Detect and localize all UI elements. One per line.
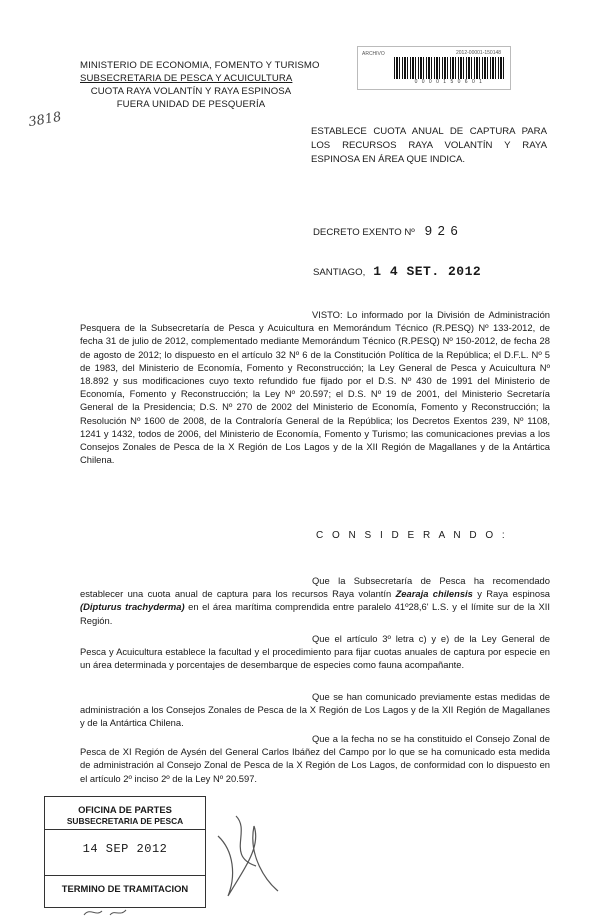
considerando-3-rest: medidas de administración a los Consejos Zonales de Pesca de la X Región de Los Lagos y de la XII Región de Magallanes y de la Antártica Chilena. [80, 691, 551, 729]
stamp-office-line: OFICINA DE PARTES [78, 804, 172, 815]
considerando-2-rest: de Pesca y Acuicultura establece la facultad y el procedimiento para fijar cuotas anuales de captura por especie en un área determinada y porcentajes de desembarque de especies como fauna acompañante. [80, 633, 550, 671]
considerando-4-lead: Que a la fecha no se ha constituido el Consejo [312, 733, 510, 744]
signature-icon [206, 796, 296, 908]
decree-number-line [313, 223, 459, 238]
barcode-top-label: 2012-00001-150148 [456, 50, 502, 56]
considerando-heading: C O N S I D E R A N D O : [316, 530, 508, 541]
species-zearaja: Zearaja chilensis [395, 588, 473, 600]
barcode-small-label: ARCHIVO [362, 51, 385, 57]
header-fuera-unidad: FUERA UNIDAD DE PESQUERÍA [116, 99, 266, 110]
barcode-number: 0 0 0 0 1 5 0 6 0 1 [414, 79, 484, 85]
visto-paragraph [80, 308, 550, 466]
considerando-3-lead: Que se han comunicado previamente estas [312, 691, 498, 702]
place-date-line [313, 264, 481, 279]
scribble-mark-icon [80, 905, 140, 919]
header-subsecretaria: SUBSECRETARIA DE PESCA Y ACUICULTURA [80, 73, 293, 84]
place-label: SANTIAGO, [313, 267, 366, 278]
considerando-1-mid: y Raya espinosa [472, 588, 550, 600]
header-cuota: CUOTA RAYA VOLANTÍN Y RAYA ESPINOSA [90, 86, 292, 97]
considerando-item-3 [80, 690, 550, 730]
considerando-2-lead: Que el artículo 3º letra c) y e) de la Ley General [312, 633, 535, 644]
stamp-date: 14 SEP 2012 [82, 842, 168, 856]
office-stamp [44, 796, 206, 908]
header-ministry: MINISTERIO DE ECONOMIA, FOMENTO Y TURISMO [80, 60, 320, 71]
decree-label: DECRETO EXENTO Nº [313, 227, 415, 238]
considerando-item-2 [80, 632, 550, 672]
visto-label: VISTO: [312, 309, 343, 320]
considerando-1-post: en el área marítima comprendida entre paralelo 41º28,6' L.S. y el límite sur de la XII Región. [80, 601, 550, 626]
visto-text: Lo informado por la División de Administración Pesquera de la Subsecretaría de Pesca y Acuicultura en Memorándum Técnico (R.PESQ) Nº 133-2012, de fecha 31 de julio de 2012, complementado mediante Memorándum Técnico (R.PESQ) Nº 150-2012, de fecha 28 de agosto de 2012; lo dispuesto en el artículo 32 Nº 6 de la Constitución Política de la República; el D.F.L. Nº 5 de 1983, del Ministerio de Economía, Fomento y Reconstrucción; la Ley General de Pesca y Acuicultura Nº 18.892 y sus modificaciones cuyo texto refundido fue fijado por el D.S. Nº 430 de 1991 del Ministerio de Economía, Fomento y Reconstrucción; la Ley Nº 20.597; el D.S. Nº 19 de 2001, del Ministerio Secretaría General de la Presidencia; D.S. Nº 270 de 2002 del Ministerio de Economía, Fomento y Reconstrucción; la Resolución Nº 1600 de 2008, de la Contraloría General de la República; los Decretos Exentos 239, Nº 1108, 1241 y 1432, todos de 2006, del Ministerio de Economía, Fomento y Turismo; las comunicaciones previas a los Consejos Zonales de Pesca de la X Región de Los Lagos y de la XII Región de Magallanes y de la Antártica Chilena. [80, 309, 550, 466]
date-stamp: 1 4 SET. 2012 [373, 264, 482, 279]
barcode-icon [394, 57, 504, 79]
considerando-4-rest: Zonal de Pesca de XI Región de Aysén del General Carlos Ibáñez del Campo por lo que se ha comunicado esta medida de administración al Consejo Zonal de Pesca de la X Región de Los Lagos, de conformidad con lo dispuesto en el artículo 2º inciso 2º de la Ley Nº 20.597. [80, 733, 550, 784]
handwritten-number: 3818 [27, 109, 63, 131]
decree-number: 9 2 6 [424, 223, 459, 238]
considerando-item-4 [80, 732, 550, 785]
decree-title: ESTABLECE CUOTA ANUAL DE CAPTURA PARA LOS RECURSOS RAYA VOLANTÍN Y RAYA ESPINOSA EN ÁREA QUE INDICA. [311, 126, 547, 165]
stamp-divider [45, 829, 205, 830]
considerando-1-pre: establecer una cuota anual de captura para los recursos Raya volantín [80, 588, 396, 600]
considerando-item-1 [80, 574, 550, 627]
barcode-label [357, 46, 511, 90]
species-dipturus: (Dipturus trachyderma) [80, 601, 185, 613]
stamp-divider-2 [45, 875, 205, 876]
stamp-subsecretaria-line: SUBSECRETARIA DE PESCA [66, 816, 184, 826]
stamp-termino-line: TERMINO DE TRAMITACION [61, 883, 189, 894]
considerando-1-lead: Que la Subsecretaría de Pesca ha recomendado [312, 575, 550, 586]
